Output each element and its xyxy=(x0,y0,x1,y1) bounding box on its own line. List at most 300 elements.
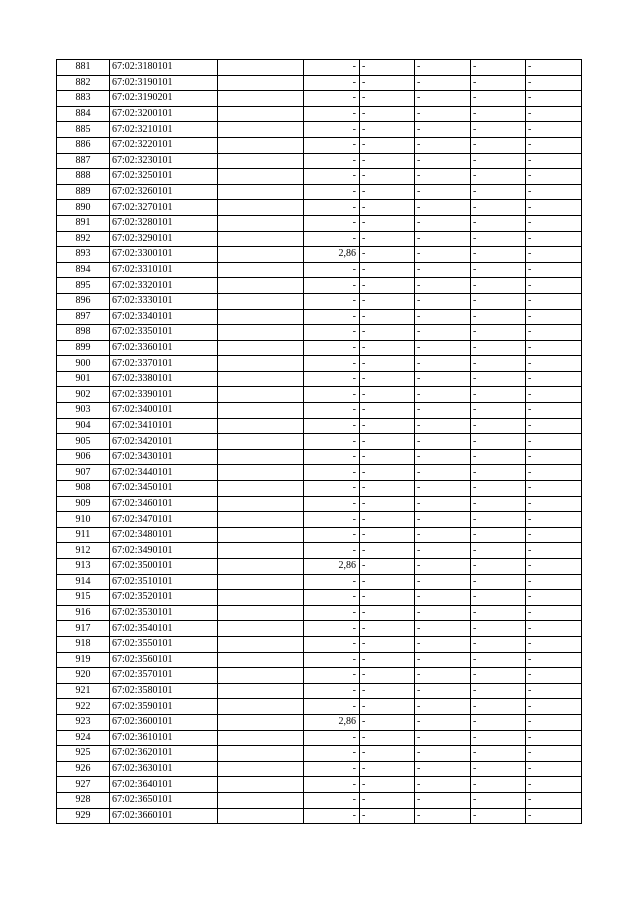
dash-cell: - xyxy=(415,527,471,543)
dash-cell: - xyxy=(360,122,415,138)
cadastral-code-cell: 67:02:3350101 xyxy=(110,325,218,341)
dash-cell: - xyxy=(526,527,582,543)
dash-cell: - xyxy=(471,137,526,153)
dash-cell: - xyxy=(415,808,471,824)
table-row xyxy=(57,496,582,512)
row-number-cell: 881 xyxy=(57,60,110,76)
table-row xyxy=(57,730,582,746)
empty-cell xyxy=(218,543,304,559)
dash-cell: - xyxy=(360,543,415,559)
empty-cell xyxy=(218,761,304,777)
value-cell: - xyxy=(304,340,360,356)
cadastral-code-cell: 67:02:3380101 xyxy=(110,371,218,387)
dash-cell: - xyxy=(360,668,415,684)
dash-cell: - xyxy=(415,184,471,200)
dash-cell: - xyxy=(526,730,582,746)
row-number-cell: 913 xyxy=(57,559,110,575)
cadastral-code-cell: 67:02:3330101 xyxy=(110,293,218,309)
cadastral-code-cell: 67:02:3440101 xyxy=(110,465,218,481)
row-number-cell: 916 xyxy=(57,605,110,621)
dash-cell: - xyxy=(526,668,582,684)
empty-cell xyxy=(218,387,304,403)
value-cell: - xyxy=(304,465,360,481)
empty-cell xyxy=(218,91,304,107)
dash-cell: - xyxy=(471,761,526,777)
row-number-cell: 892 xyxy=(57,231,110,247)
dash-cell: - xyxy=(526,496,582,512)
dash-cell: - xyxy=(471,730,526,746)
dash-cell: - xyxy=(471,340,526,356)
cadastral-code-cell: 67:02:3280101 xyxy=(110,215,218,231)
dash-cell: - xyxy=(526,512,582,528)
dash-cell: - xyxy=(415,574,471,590)
dash-cell: - xyxy=(415,278,471,294)
dash-cell: - xyxy=(360,730,415,746)
dash-cell: - xyxy=(360,434,415,450)
dash-cell: - xyxy=(471,262,526,278)
dash-cell: - xyxy=(360,496,415,512)
dash-cell: - xyxy=(360,777,415,793)
value-cell: - xyxy=(304,215,360,231)
value-cell: - xyxy=(304,434,360,450)
dash-cell: - xyxy=(360,356,415,372)
table-row xyxy=(57,652,582,668)
cadastral-code-cell: 67:02:3230101 xyxy=(110,153,218,169)
dash-cell: - xyxy=(471,668,526,684)
dash-cell: - xyxy=(526,325,582,341)
row-number-cell: 882 xyxy=(57,75,110,91)
cadastral-code-cell: 67:02:3590101 xyxy=(110,699,218,715)
table-row xyxy=(57,184,582,200)
dash-cell: - xyxy=(415,543,471,559)
dash-cell: - xyxy=(526,106,582,122)
empty-cell xyxy=(218,418,304,434)
dash-cell: - xyxy=(360,605,415,621)
dash-cell: - xyxy=(360,169,415,185)
empty-cell xyxy=(218,434,304,450)
dash-cell: - xyxy=(471,122,526,138)
cadastral-code-cell: 67:02:3570101 xyxy=(110,668,218,684)
row-number-cell: 919 xyxy=(57,652,110,668)
dash-cell: - xyxy=(471,215,526,231)
dash-cell: - xyxy=(526,231,582,247)
value-cell: - xyxy=(304,605,360,621)
dash-cell: - xyxy=(415,122,471,138)
empty-cell xyxy=(218,652,304,668)
cadastral-code-cell: 67:02:3660101 xyxy=(110,808,218,824)
dash-cell: - xyxy=(360,403,415,419)
dash-cell: - xyxy=(415,106,471,122)
dash-cell: - xyxy=(526,75,582,91)
dash-cell: - xyxy=(471,777,526,793)
table-row xyxy=(57,356,582,372)
dash-cell: - xyxy=(471,200,526,216)
cadastral-code-cell: 67:02:3250101 xyxy=(110,169,218,185)
value-cell: - xyxy=(304,792,360,808)
dash-cell: - xyxy=(360,91,415,107)
table-row xyxy=(57,465,582,481)
value-cell: - xyxy=(304,309,360,325)
cadastral-code-cell: 67:02:3500101 xyxy=(110,559,218,575)
empty-cell xyxy=(218,262,304,278)
empty-cell xyxy=(218,340,304,356)
empty-cell xyxy=(218,574,304,590)
empty-cell xyxy=(218,683,304,699)
dash-cell: - xyxy=(360,153,415,169)
row-number-cell: 918 xyxy=(57,636,110,652)
empty-cell xyxy=(218,153,304,169)
dash-cell: - xyxy=(526,652,582,668)
dash-cell: - xyxy=(526,247,582,263)
dash-cell: - xyxy=(526,605,582,621)
dash-cell: - xyxy=(415,465,471,481)
empty-cell xyxy=(218,403,304,419)
dash-cell: - xyxy=(526,761,582,777)
row-number-cell: 915 xyxy=(57,590,110,606)
value-cell: - xyxy=(304,543,360,559)
table-row xyxy=(57,122,582,138)
empty-cell xyxy=(218,184,304,200)
value-cell: - xyxy=(304,730,360,746)
value-cell: - xyxy=(304,325,360,341)
dash-cell: - xyxy=(415,605,471,621)
empty-cell xyxy=(218,590,304,606)
empty-cell xyxy=(218,371,304,387)
value-cell: - xyxy=(304,262,360,278)
cadastral-code-cell: 67:02:3600101 xyxy=(110,714,218,730)
value-cell: - xyxy=(304,75,360,91)
table-row xyxy=(57,761,582,777)
table-row xyxy=(57,621,582,637)
dash-cell: - xyxy=(471,746,526,762)
dash-cell: - xyxy=(471,169,526,185)
dash-cell: - xyxy=(360,371,415,387)
dash-cell: - xyxy=(471,387,526,403)
dash-cell: - xyxy=(526,699,582,715)
table-row xyxy=(57,262,582,278)
dash-cell: - xyxy=(471,184,526,200)
value-cell: - xyxy=(304,403,360,419)
table-row xyxy=(57,527,582,543)
dash-cell: - xyxy=(471,325,526,341)
row-number-cell: 908 xyxy=(57,481,110,497)
value-cell: - xyxy=(304,808,360,824)
dash-cell: - xyxy=(415,714,471,730)
cadastral-code-cell: 67:02:3520101 xyxy=(110,590,218,606)
dash-cell: - xyxy=(471,247,526,263)
cadastral-code-cell: 67:02:3530101 xyxy=(110,605,218,621)
empty-cell xyxy=(218,777,304,793)
cadastral-code-cell: 67:02:3340101 xyxy=(110,309,218,325)
dash-cell: - xyxy=(415,621,471,637)
table-row xyxy=(57,325,582,341)
dash-cell: - xyxy=(526,792,582,808)
dash-cell: - xyxy=(526,434,582,450)
table-row xyxy=(57,574,582,590)
dash-cell: - xyxy=(360,481,415,497)
table-row xyxy=(57,153,582,169)
empty-cell xyxy=(218,465,304,481)
dash-cell: - xyxy=(360,106,415,122)
row-number-cell: 904 xyxy=(57,418,110,434)
cadastral-code-cell: 67:02:3610101 xyxy=(110,730,218,746)
dash-cell: - xyxy=(360,574,415,590)
cadastral-code-cell: 67:02:3220101 xyxy=(110,137,218,153)
dash-cell: - xyxy=(415,636,471,652)
empty-cell xyxy=(218,527,304,543)
dash-cell: - xyxy=(360,340,415,356)
row-number-cell: 914 xyxy=(57,574,110,590)
dash-cell: - xyxy=(415,153,471,169)
empty-cell xyxy=(218,278,304,294)
row-number-cell: 921 xyxy=(57,683,110,699)
table-row xyxy=(57,169,582,185)
dash-cell: - xyxy=(526,200,582,216)
dash-cell: - xyxy=(526,559,582,575)
row-number-cell: 888 xyxy=(57,169,110,185)
dash-cell: - xyxy=(415,418,471,434)
empty-cell xyxy=(218,730,304,746)
dash-cell: - xyxy=(415,387,471,403)
row-number-cell: 925 xyxy=(57,746,110,762)
value-cell: - xyxy=(304,418,360,434)
row-number-cell: 899 xyxy=(57,340,110,356)
row-number-cell: 917 xyxy=(57,621,110,637)
dash-cell: - xyxy=(471,714,526,730)
empty-cell xyxy=(218,746,304,762)
row-number-cell: 912 xyxy=(57,543,110,559)
cadastral-code-cell: 67:02:3290101 xyxy=(110,231,218,247)
value-cell: - xyxy=(304,137,360,153)
cadastral-code-cell: 67:02:3460101 xyxy=(110,496,218,512)
dash-cell: - xyxy=(360,75,415,91)
dash-cell: - xyxy=(415,200,471,216)
table-row xyxy=(57,200,582,216)
row-number-cell: 901 xyxy=(57,371,110,387)
dash-cell: - xyxy=(471,106,526,122)
dash-cell: - xyxy=(360,278,415,294)
row-number-cell: 886 xyxy=(57,137,110,153)
dash-cell: - xyxy=(415,590,471,606)
row-number-cell: 928 xyxy=(57,792,110,808)
value-cell: - xyxy=(304,387,360,403)
table-row xyxy=(57,340,582,356)
table-row xyxy=(57,559,582,575)
empty-cell xyxy=(218,200,304,216)
dash-cell: - xyxy=(526,91,582,107)
row-number-cell: 890 xyxy=(57,200,110,216)
dash-cell: - xyxy=(360,699,415,715)
dash-cell: - xyxy=(471,543,526,559)
dash-cell: - xyxy=(526,184,582,200)
row-number-cell: 926 xyxy=(57,761,110,777)
dash-cell: - xyxy=(471,403,526,419)
table-row xyxy=(57,683,582,699)
cadastral-code-cell: 67:02:3580101 xyxy=(110,683,218,699)
table-row xyxy=(57,481,582,497)
dash-cell: - xyxy=(360,262,415,278)
dash-cell: - xyxy=(471,293,526,309)
cadastral-code-cell: 67:02:3310101 xyxy=(110,262,218,278)
dash-cell: - xyxy=(471,434,526,450)
dash-cell: - xyxy=(471,278,526,294)
dash-cell: - xyxy=(415,325,471,341)
dash-cell: - xyxy=(415,91,471,107)
dash-cell: - xyxy=(360,60,415,76)
dash-cell: - xyxy=(415,169,471,185)
value-cell: - xyxy=(304,106,360,122)
table-row xyxy=(57,371,582,387)
row-number-cell: 909 xyxy=(57,496,110,512)
value-cell: - xyxy=(304,200,360,216)
dash-cell: - xyxy=(526,371,582,387)
dash-cell: - xyxy=(360,387,415,403)
value-cell: 2,86 xyxy=(304,559,360,575)
value-cell: - xyxy=(304,169,360,185)
dash-cell: - xyxy=(526,403,582,419)
table-row xyxy=(57,636,582,652)
empty-cell xyxy=(218,169,304,185)
dash-cell: - xyxy=(526,777,582,793)
cadastral-code-cell: 67:02:3560101 xyxy=(110,652,218,668)
dash-cell: - xyxy=(471,792,526,808)
dash-cell: - xyxy=(415,309,471,325)
dash-cell: - xyxy=(360,746,415,762)
value-cell: - xyxy=(304,356,360,372)
table-row xyxy=(57,792,582,808)
dash-cell: - xyxy=(471,371,526,387)
empty-cell xyxy=(218,75,304,91)
dash-cell: - xyxy=(415,481,471,497)
dash-cell: - xyxy=(471,605,526,621)
table-row xyxy=(57,403,582,419)
dash-cell: - xyxy=(360,231,415,247)
dash-cell: - xyxy=(471,559,526,575)
empty-cell xyxy=(218,356,304,372)
cadastral-code-cell: 67:02:3480101 xyxy=(110,527,218,543)
dash-cell: - xyxy=(415,403,471,419)
dash-cell: - xyxy=(526,574,582,590)
dash-cell: - xyxy=(415,496,471,512)
dash-cell: - xyxy=(471,512,526,528)
row-number-cell: 902 xyxy=(57,387,110,403)
value-cell: - xyxy=(304,91,360,107)
dash-cell: - xyxy=(526,340,582,356)
data-table-container xyxy=(56,59,581,824)
dash-cell: - xyxy=(526,590,582,606)
dash-cell: - xyxy=(526,293,582,309)
value-cell: - xyxy=(304,153,360,169)
dash-cell: - xyxy=(360,449,415,465)
dash-cell: - xyxy=(471,465,526,481)
dash-cell: - xyxy=(415,652,471,668)
empty-cell xyxy=(218,137,304,153)
value-cell: - xyxy=(304,636,360,652)
row-number-cell: 894 xyxy=(57,262,110,278)
table-row xyxy=(57,309,582,325)
table-row xyxy=(57,605,582,621)
empty-cell xyxy=(218,699,304,715)
dash-cell: - xyxy=(360,184,415,200)
dash-cell: - xyxy=(360,325,415,341)
dash-cell: - xyxy=(415,293,471,309)
cadastral-code-cell: 67:02:3260101 xyxy=(110,184,218,200)
dash-cell: - xyxy=(415,215,471,231)
empty-cell xyxy=(218,559,304,575)
dash-cell: - xyxy=(415,356,471,372)
row-number-cell: 895 xyxy=(57,278,110,294)
table-row xyxy=(57,91,582,107)
dash-cell: - xyxy=(471,699,526,715)
value-cell: - xyxy=(304,761,360,777)
row-number-cell: 927 xyxy=(57,777,110,793)
row-number-cell: 903 xyxy=(57,403,110,419)
dash-cell: - xyxy=(415,449,471,465)
empty-cell xyxy=(218,309,304,325)
table-row xyxy=(57,137,582,153)
dash-cell: - xyxy=(360,714,415,730)
cadastral-code-cell: 67:02:3180101 xyxy=(110,60,218,76)
value-cell: - xyxy=(304,527,360,543)
table-body xyxy=(57,60,582,824)
table-row xyxy=(57,106,582,122)
row-number-cell: 906 xyxy=(57,449,110,465)
row-number-cell: 896 xyxy=(57,293,110,309)
dash-cell: - xyxy=(360,293,415,309)
value-cell: - xyxy=(304,496,360,512)
table-row xyxy=(57,808,582,824)
dash-cell: - xyxy=(526,122,582,138)
dash-cell: - xyxy=(526,418,582,434)
cadastral-code-cell: 67:02:3320101 xyxy=(110,278,218,294)
value-cell: - xyxy=(304,60,360,76)
table-row xyxy=(57,418,582,434)
dash-cell: - xyxy=(360,792,415,808)
empty-cell xyxy=(218,215,304,231)
table-row xyxy=(57,512,582,528)
row-number-cell: 897 xyxy=(57,309,110,325)
dash-cell: - xyxy=(471,808,526,824)
cadastral-table xyxy=(56,59,582,824)
value-cell: - xyxy=(304,184,360,200)
cadastral-code-cell: 67:02:3370101 xyxy=(110,356,218,372)
value-cell: 2,86 xyxy=(304,247,360,263)
value-cell: - xyxy=(304,652,360,668)
dash-cell: - xyxy=(526,169,582,185)
cadastral-code-cell: 67:02:3450101 xyxy=(110,481,218,497)
table-row xyxy=(57,449,582,465)
dash-cell: - xyxy=(415,247,471,263)
row-number-cell: 911 xyxy=(57,527,110,543)
dash-cell: - xyxy=(471,574,526,590)
dash-cell: - xyxy=(526,636,582,652)
dash-cell: - xyxy=(471,621,526,637)
dash-cell: - xyxy=(360,559,415,575)
dash-cell: - xyxy=(471,481,526,497)
row-number-cell: 887 xyxy=(57,153,110,169)
row-number-cell: 910 xyxy=(57,512,110,528)
empty-cell xyxy=(218,512,304,528)
value-cell: - xyxy=(304,574,360,590)
table-row xyxy=(57,387,582,403)
dash-cell: - xyxy=(526,60,582,76)
dash-cell: - xyxy=(415,761,471,777)
row-number-cell: 883 xyxy=(57,91,110,107)
cadastral-code-cell: 67:02:3540101 xyxy=(110,621,218,637)
value-cell: - xyxy=(304,777,360,793)
table-row xyxy=(57,777,582,793)
cadastral-code-cell: 67:02:3490101 xyxy=(110,543,218,559)
